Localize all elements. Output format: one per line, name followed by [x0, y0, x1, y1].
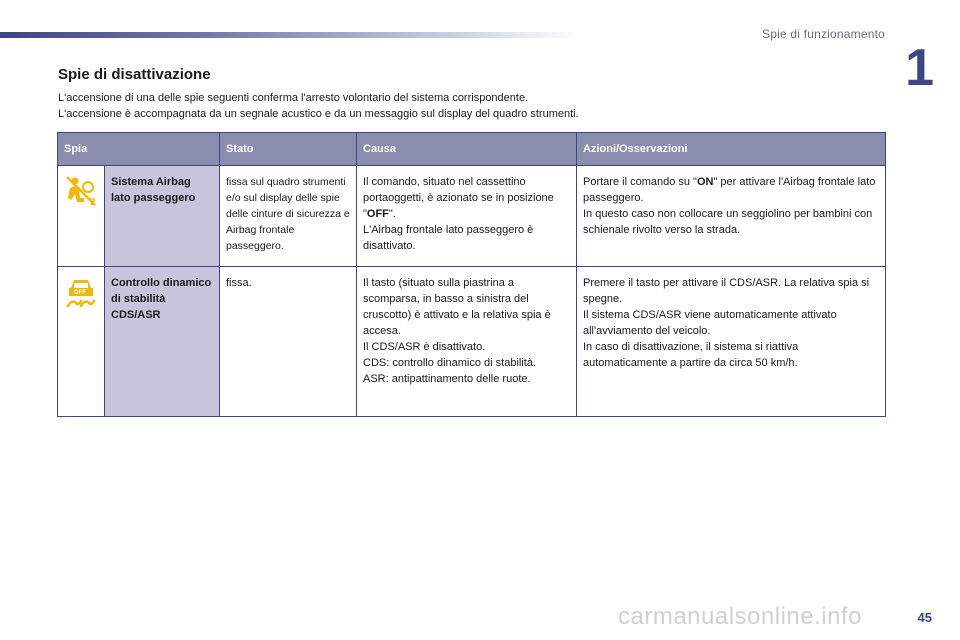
causa-cell [357, 267, 577, 417]
section-label: Spie di funzionamento [762, 27, 885, 41]
col-header-causa: Causa [357, 133, 577, 166]
page-title: Spie di disattivazione [58, 66, 211, 83]
col-header-stato: Stato [220, 133, 357, 166]
causa-line: L'Airbag frontale lato passeggero è disattivato. [363, 224, 534, 252]
on-label: ON [696, 176, 714, 188]
warning-lights-table [57, 132, 886, 417]
azioni-line: Premere il tasto per attivare il CDS/ASR. La relativa spia si spegne. [583, 277, 870, 305]
azioni-text: Portare il comando su " [583, 176, 697, 188]
causa-line [363, 174, 570, 222]
azioni-line [583, 174, 879, 206]
airbag-off-icon [64, 174, 98, 208]
table-header-row [58, 133, 886, 166]
causa-line: CDS: controllo dinamico di stabilità. [363, 357, 537, 369]
azioni-cell [577, 267, 886, 417]
light-name: Sistema Airbag lato passeggero [105, 166, 220, 267]
table-row [58, 166, 886, 267]
stato-cell: fissa sul quadro strumenti e/o sul display delle spie delle cinture di sicurezza e Airbag frontale passeggero. [220, 166, 357, 267]
causa-line: Il CDS/ASR è disattivato. [363, 341, 486, 353]
svg-text:OFF: OFF [74, 290, 86, 296]
table-row [58, 267, 886, 417]
col-header-spia: Spia [58, 133, 220, 166]
stato-cell: fissa. [220, 267, 357, 417]
watermark: carmanualsonline.info [618, 603, 862, 630]
azioni-cell [577, 166, 886, 267]
intro-line: L'accensione di una delle spie seguenti conferma l'arresto volontario del sistema corrispondente. [58, 92, 529, 104]
azioni-line: In questo caso non collocare un seggiolino per bambini con schienale rivolto verso la strada. [583, 208, 873, 236]
icon-cell [58, 267, 105, 417]
esp-off-icon [64, 275, 98, 309]
azioni-line: In caso di disattivazione, il sistema si riattiva automaticamente a partire da circa 50 km/h. [583, 341, 799, 369]
intro-line: L'accensione è accompagnata da un segnale acustico e da un messaggio sul display del quadro strumenti. [58, 108, 579, 120]
chapter-number: 1 [905, 39, 934, 97]
causa-line: Il tasto (situato sulla piastrina a scomparsa, in basso a sinistra del cruscotto) è attivato e la relativa spia è accesa. [363, 277, 551, 337]
intro-text [58, 90, 579, 122]
off-label: OFF [366, 208, 389, 220]
svg-text:2: 2 [90, 197, 96, 208]
page-number: 45 [917, 610, 932, 625]
col-header-azioni: Azioni/Osservazioni [577, 133, 886, 166]
causa-line: ASR: antipattinamento delle ruote. [363, 373, 531, 385]
light-name: Controllo dinamico di stabilità CDS/ASR [105, 267, 220, 417]
azioni-line: Il sistema CDS/ASR viene automaticamente attivato all'avviamento del veicolo. [583, 309, 837, 337]
causa-text: Il comando, situato nel cassettino portaoggetti, è azionato se in posizione " [363, 176, 554, 220]
causa-cell [357, 166, 577, 267]
icon-cell [58, 166, 105, 267]
causa-text: ". [388, 208, 396, 220]
header-bar [0, 32, 580, 38]
azioni-text: " per attivare l'Airbag frontale lato passeggero. [583, 176, 876, 204]
